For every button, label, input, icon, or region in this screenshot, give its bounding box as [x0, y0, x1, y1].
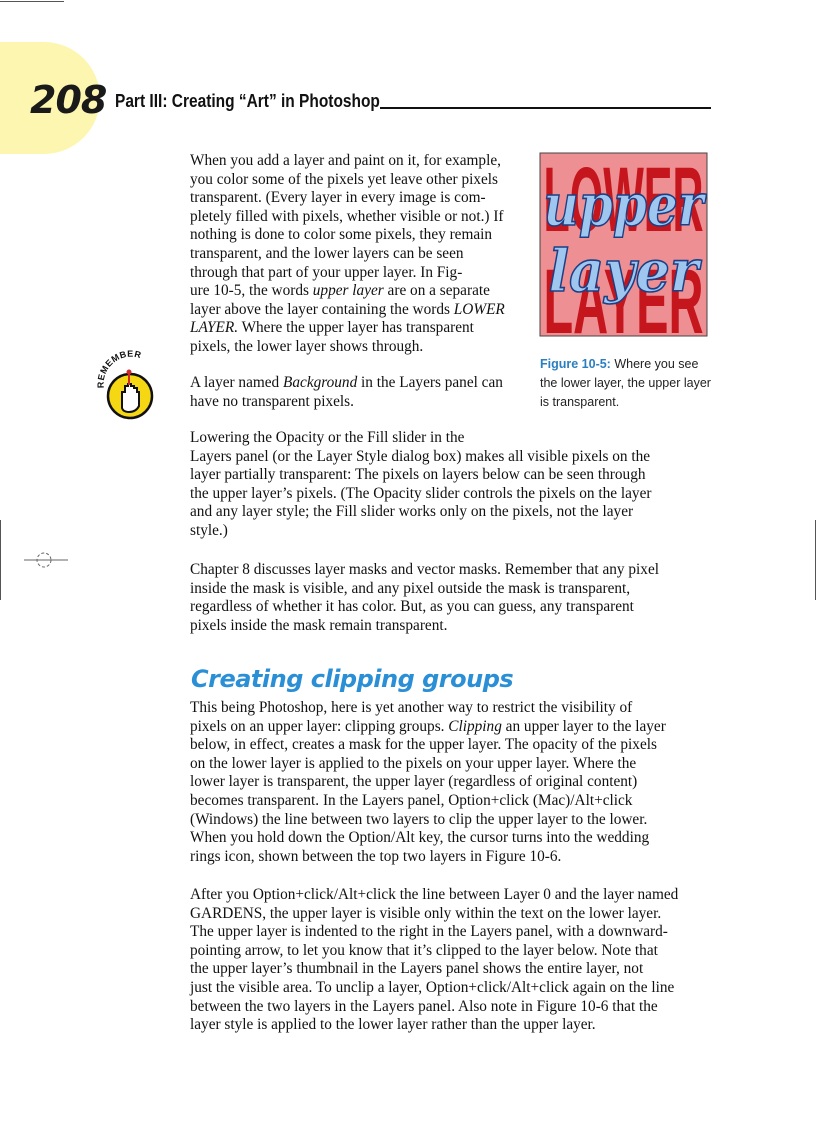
text-line: between the two layers in the Layers panel. Also note in Figure 10-6 that the	[190, 997, 658, 1015]
text-line: GARDENS, the upper layer is visible only within the text on the lower layer.	[190, 904, 662, 922]
text-line: LAYER. Where the upper layer has transparent	[190, 319, 474, 337]
text-line: rings icon, shown between the top two layers in Figure 10-6.	[190, 847, 562, 865]
text-line: The upper layer is indented to the right in the Layers panel, with a downward-	[190, 923, 668, 941]
paragraph-unclip	[190, 886, 720, 1035]
text-line: layer style is applied to the lower layer rather than the upper layer.	[190, 1016, 596, 1034]
text-line: inside the mask is visible, and any pixel outside the mask is transparent,	[190, 579, 631, 597]
text-line: becomes transparent. In the Layers panel, Option+click (Mac)/Alt+click	[190, 791, 633, 809]
figure-lower-text-2: LAYER	[543, 251, 704, 353]
page-number: 208	[30, 78, 107, 122]
text-line: style.)	[190, 521, 228, 539]
text-line: After you Option+click/Alt+click the line between Layer 0 and the layer named	[190, 886, 679, 903]
text-line: pixels inside the mask remain transparent.	[190, 616, 448, 634]
text-line: Chapter 8 discusses layer masks and vector masks. Remember that any pixel	[190, 561, 659, 578]
text-line: on the lower layer is applied to the pixels on your upper layer. Where the	[190, 754, 637, 772]
term-upper-layer: upper layer	[312, 282, 384, 300]
figure-10-5-image	[540, 149, 708, 353]
term-background: Background	[283, 374, 358, 391]
text-line: lower layer is transparent, the upper layer (regardless of original content)	[190, 773, 638, 791]
remember-icon	[96, 350, 164, 424]
text-line: pixels, the lower layer shows through.	[190, 337, 424, 355]
text-line: (Windows) the line between two layers to clip the upper layer to the lower.	[190, 810, 648, 828]
text-line: When you add a layer and paint on it, for example,	[190, 152, 501, 169]
paragraph-clipping-groups	[190, 699, 720, 866]
text-line: below, in effect, creates a mask for the upper layer. The opacity of the pixels	[190, 736, 657, 754]
term-clipping: Clipping	[448, 717, 502, 735]
text-line: pletely filled with pixels, whether visible or not.) If	[190, 207, 504, 225]
section-heading: Creating clipping groups	[191, 665, 514, 693]
text-line: layer above the layer containing the words LOWER	[190, 300, 505, 318]
figure-lower-text-1: LOWER	[543, 149, 704, 251]
text-line: Layers panel (or the Layer Style dialog box) makes all visible pixels on the	[190, 447, 651, 465]
paragraph-opacity-fill	[190, 429, 720, 541]
text-line: the upper layer’s pixels. (The Opacity slider controls the pixels on the layer	[190, 484, 652, 502]
text-line: This being Photoshop, here is yet another way to restrict the visibility of	[190, 699, 633, 716]
figure-caption-label: Figure 10-5:	[540, 357, 611, 371]
left-crop-mark	[0, 520, 1, 600]
figure-upper-text-1: upper	[543, 171, 708, 239]
text-line: layer partially transparent: The pixels on layers below can be seen through	[190, 466, 646, 484]
text-line: you color some of the pixels yet leave other pixels	[190, 170, 498, 188]
text-line: nothing is done to color some pixels, they remain	[190, 226, 493, 244]
text-line: Lowering the Opacity or the Fill slider in the	[190, 429, 465, 446]
text-line: pointing arrow, to let you know that it’s clipped to the layer below. Note that	[190, 941, 658, 959]
text-line: transparent. (Every layer in every image is com-	[190, 189, 486, 207]
text-line: regardless of whether it has color. But, as you can guess, any transparent	[190, 598, 634, 616]
remember-icon-label: REMEMBER	[96, 350, 143, 389]
text-line: and any layer style; the Fill slider works only on the pixels, not the layer	[190, 503, 634, 521]
paragraph-masks	[190, 561, 720, 635]
figure-upper-text-2: layer	[548, 237, 703, 305]
text-line: A layer named Background in the Layers panel can	[190, 374, 503, 391]
text-line: have no transparent pixels.	[190, 392, 354, 410]
text-line: the upper layer’s thumbnail in the Layers panel shows the entire layer, not	[190, 960, 644, 978]
paragraph-layer-transparency	[190, 152, 535, 357]
text-line: transparent, and the lower layers can be seen	[190, 244, 464, 262]
paragraph-background-layer	[190, 374, 535, 411]
text-line: through that part of your upper layer. In Fig-	[190, 263, 463, 281]
figure-caption-text: Where you see the lower layer, the upper layer is transparent.	[540, 357, 711, 409]
text-line: just the visible area. To unclip a layer, Option+click/Alt+click again on the line	[190, 978, 675, 996]
text-line: When you hold down the Option/Alt key, the cursor turns into the wedding	[190, 829, 650, 847]
running-head: Part III: Creating “Art” in Photoshop	[115, 91, 380, 111]
text-line: ure 10-5, the words upper layer are on a separate	[190, 282, 490, 300]
text-line: pixels on an upper layer: clipping groups. Clipping an upper layer to the layer	[190, 717, 666, 735]
figure-caption	[540, 355, 715, 412]
running-head-rule	[380, 107, 711, 109]
term-layer: LAYER.	[190, 319, 239, 337]
term-lower: LOWER	[453, 300, 505, 318]
top-crop-rule	[0, 1, 64, 2]
registration-mark	[24, 550, 68, 570]
